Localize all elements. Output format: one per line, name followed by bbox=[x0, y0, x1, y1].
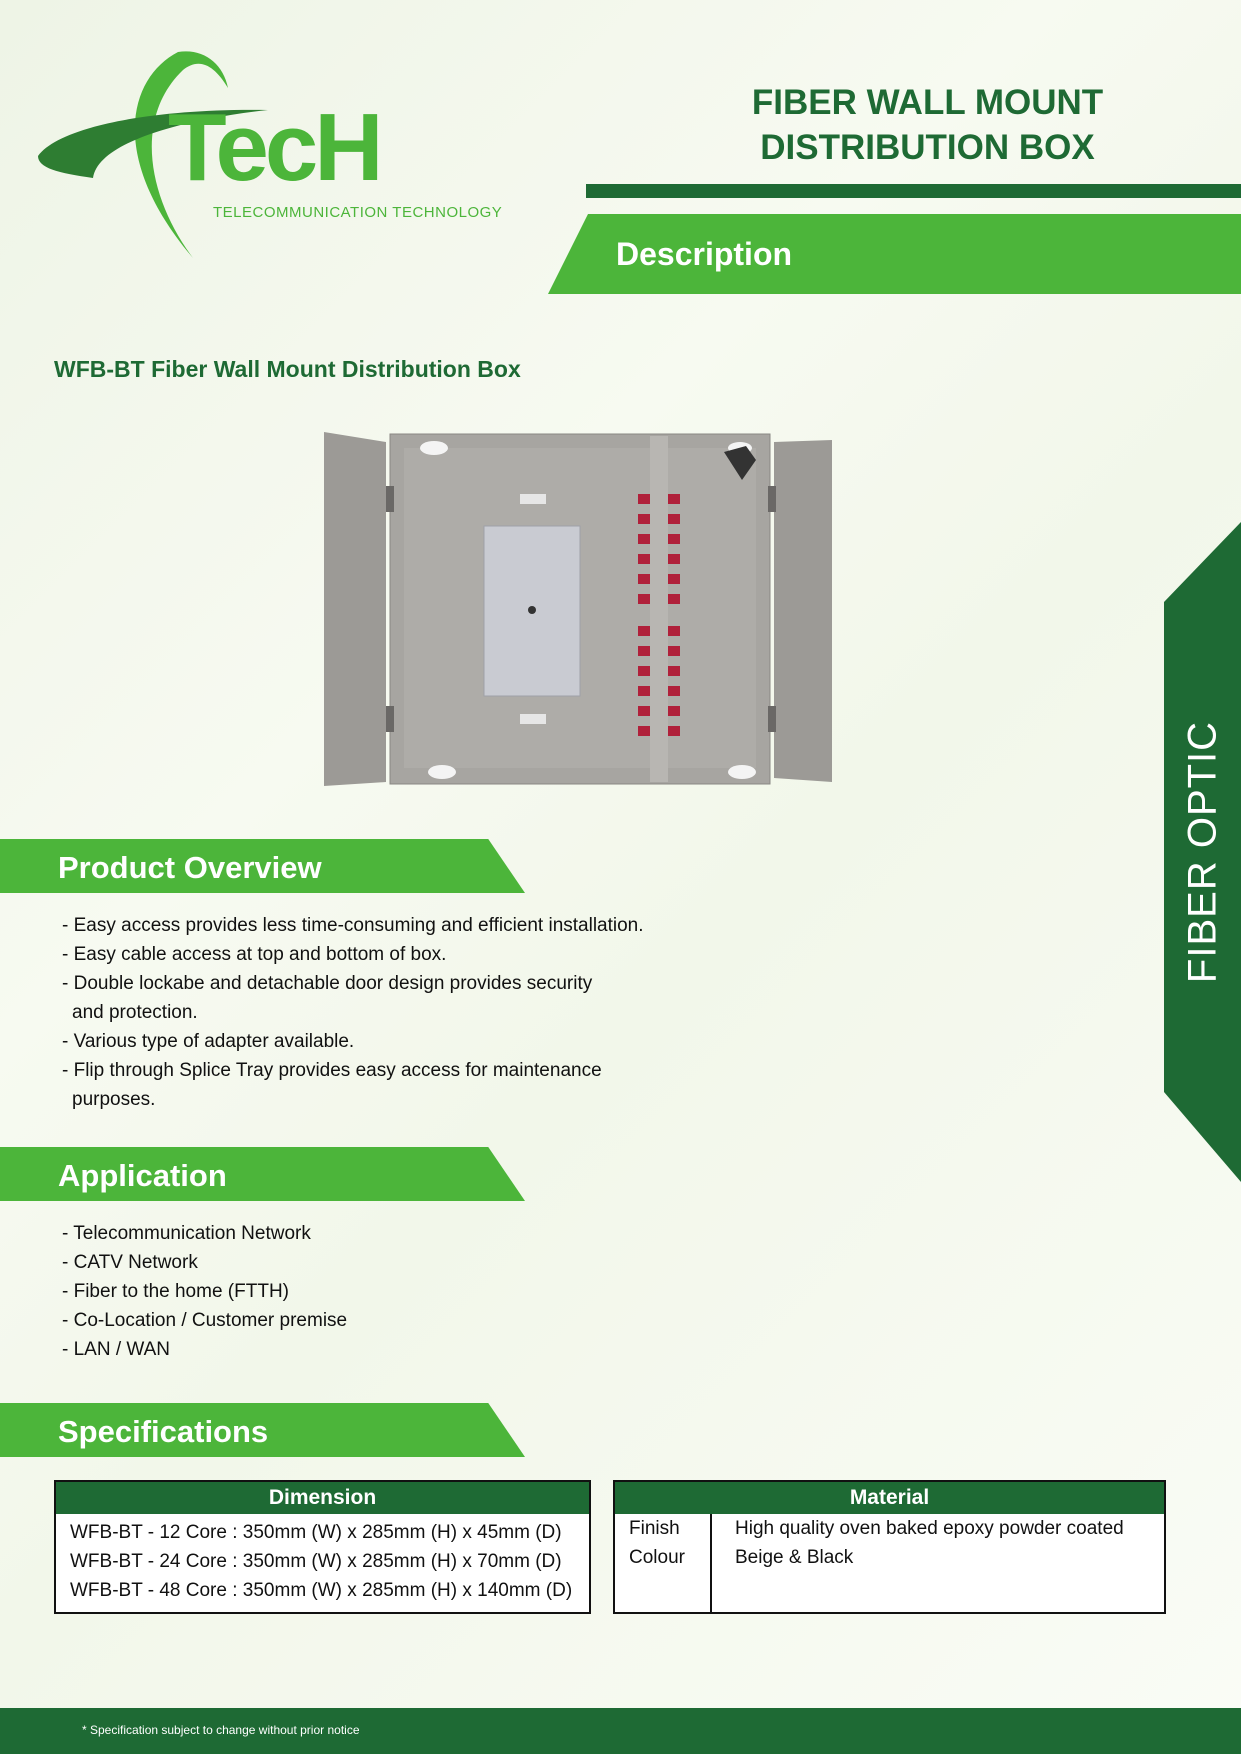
side-tab-label: FIBER OPTIC bbox=[1180, 720, 1224, 984]
title-underline-bar bbox=[586, 184, 1241, 198]
specifications-heading: Specifications bbox=[58, 1414, 269, 1449]
application-list bbox=[62, 1219, 347, 1364]
list-item: - Co-Location / Customer premise bbox=[62, 1310, 348, 1331]
description-label: Description bbox=[616, 236, 793, 272]
page-title bbox=[700, 80, 1155, 170]
list-item: - LAN / WAN bbox=[62, 1339, 171, 1360]
material-value: Beige & Black bbox=[735, 1547, 854, 1568]
list-item: purposes. bbox=[72, 1089, 156, 1110]
company-logo bbox=[38, 48, 508, 268]
logo-subtitle: TELECOMMUNICATION TECHNOLOGY bbox=[213, 204, 503, 221]
logo-wordmark: TecH bbox=[168, 94, 380, 201]
footer-note: * Specification subject to change without prior notice bbox=[82, 1723, 360, 1737]
overview-heading: Product Overview bbox=[58, 850, 322, 885]
list-item: - Various type of adapter available. bbox=[62, 1031, 355, 1052]
list-item: - Fiber to the home (FTTH) bbox=[62, 1281, 289, 1302]
material-key: Finish bbox=[629, 1518, 680, 1539]
product-name: WFB-BT Fiber Wall Mount Distribution Box bbox=[54, 356, 521, 382]
list-item: - Double lockabe and detachable door design provides security bbox=[62, 973, 593, 994]
material-key: Colour bbox=[629, 1547, 685, 1568]
title-line-2: DISTRIBUTION BOX bbox=[760, 128, 1095, 167]
table-row: WFB-BT - 48 Core : 350mm (W) x 285mm (H) x 140mm (D) bbox=[70, 1580, 573, 1601]
table-row: WFB-BT - 24 Core : 350mm (W) x 285mm (H) x 70mm (D) bbox=[70, 1551, 562, 1572]
list-item: - Easy access provides less time-consuming and efficient installation. bbox=[62, 915, 644, 936]
dimension-header: Dimension bbox=[56, 1482, 589, 1514]
product-photo bbox=[324, 430, 832, 788]
dimension-table bbox=[54, 1480, 591, 1614]
application-heading: Application bbox=[58, 1158, 227, 1193]
side-tab-label-box bbox=[1164, 522, 1241, 1182]
material-value: High quality oven baked epoxy powder coated bbox=[735, 1518, 1124, 1539]
material-table bbox=[613, 1480, 1166, 1614]
list-item: - Easy cable access at top and bottom of box. bbox=[62, 944, 447, 965]
material-header: Material bbox=[615, 1482, 1164, 1514]
list-item: - CATV Network bbox=[62, 1252, 198, 1273]
list-item: and protection. bbox=[72, 1002, 198, 1023]
table-row: WFB-BT - 12 Core : 350mm (W) x 285mm (H) x 45mm (D) bbox=[70, 1522, 562, 1543]
title-line-1: FIBER WALL MOUNT bbox=[751, 83, 1104, 122]
table-divider bbox=[710, 1514, 712, 1612]
list-item: - Flip through Splice Tray provides easy access for maintenance bbox=[62, 1060, 602, 1081]
overview-list bbox=[62, 911, 644, 1114]
list-item: - Telecommunication Network bbox=[62, 1223, 311, 1244]
